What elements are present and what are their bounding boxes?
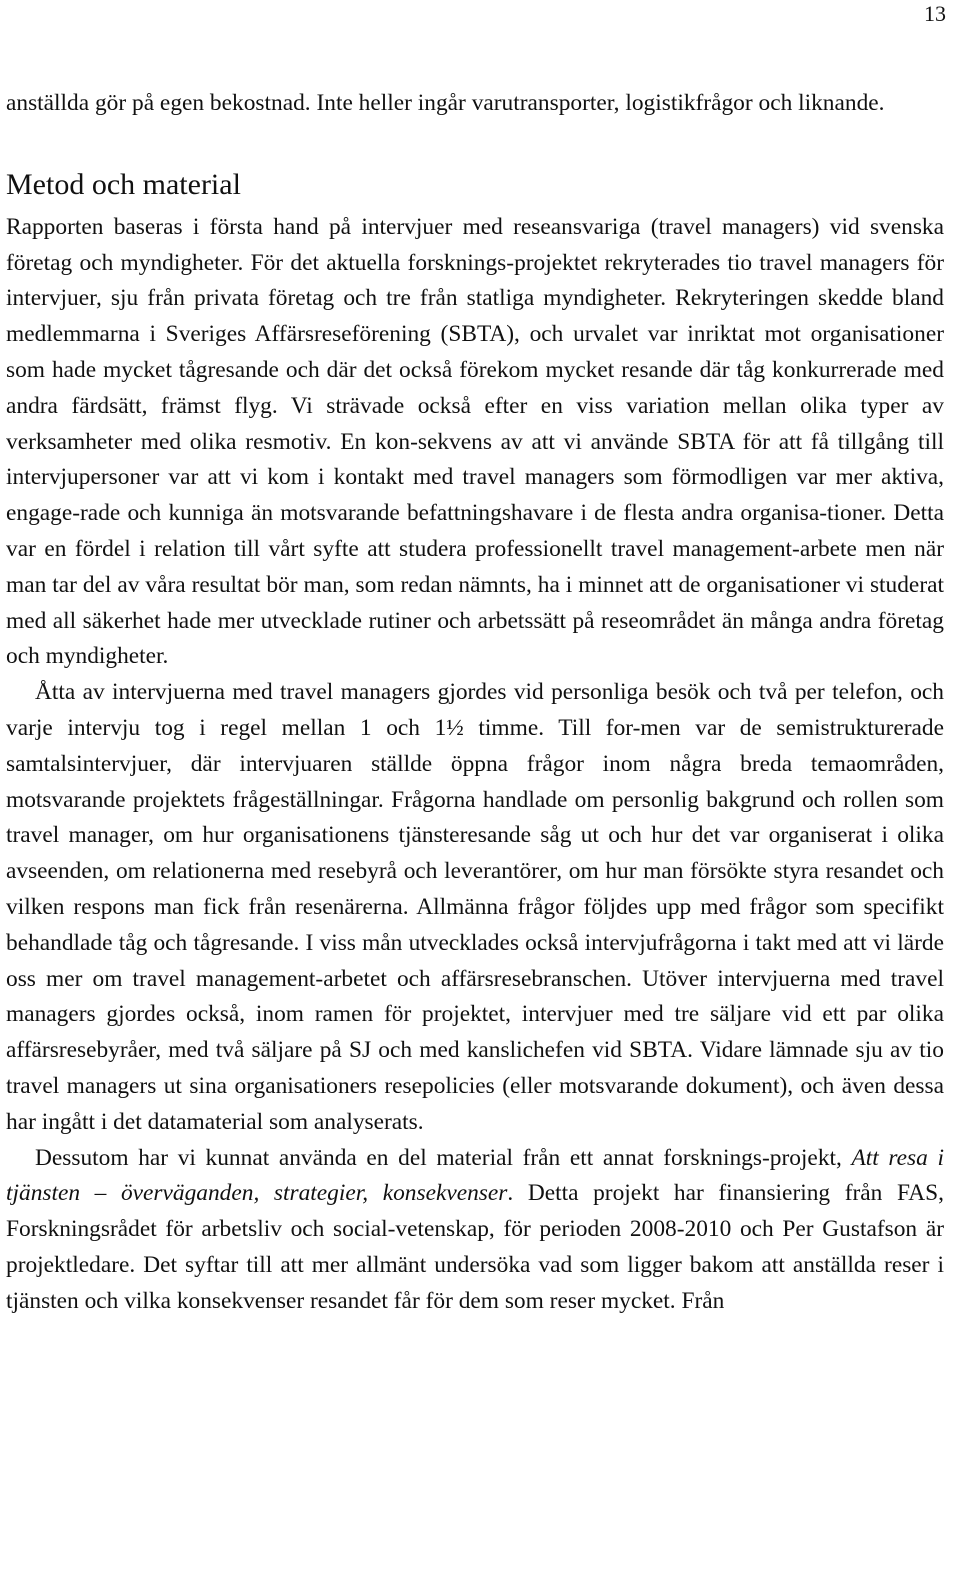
section-heading: Metod och material [6,167,241,201]
paragraph-3-text-start: Dessutom har vi kunnat använda en del material från ett annat forsknings-projekt, [35,1144,852,1171]
method-paragraph-1: Rapporten baseras i första hand på intervjuer med reseansvariga (travel managers) vid svenska företag och myndigheter. För det aktuella forsknings-projektet rekryterades tio travel managers för intervjuer, sju från privata företag och tre från statliga myndigheter. Rekryteringen skedde bland medlemmarna i Sveriges Affärsreseförening (SBTA), och urvalet var inriktat mot organisationer som hade mycket tågresande och där det också förekom mycket resande där tåg konkurrerade med andra färdsätt, främst flyg. Vi strävade också efter en viss variation mellan olika typer av verksamheter med olika resmotiv. En kon-sekvens av att vi använde SBTA för att få tillgång till intervjupersoner var att vi kom i kontakt med travel managers som förmodligen var mer aktiva, engage-rade och kunniga än motsvarande befattningshavare i de flesta andra organisa-tioner. Detta var en fördel i relation till vårt syfte att studera professionellt travel management-arbete men när man tar del av våra resultat bör man, som redan nämnts, ha i minnet att de organisationer vi studerat med all säkerhet hade mer utvecklade rutiner och arbetssätt på reseområdet än många andra företag och myndigheter. [6,213,944,670]
project-title: Att resa i tjänsten – överväganden, strategier, konsekvenser [6,1144,944,1207]
page-number: 13 [924,1,946,26]
intro-paragraph: anställda gör på egen bekostnad. Inte heller ingår varutransporter, logistikfrågor och liknande. [6,90,885,116]
method-paragraph-2: Åtta av intervjuerna med travel managers gjordes vid personliga besök och två per telefon, och varje intervju tog i regel mellan 1 och 1½ timme. Till for-men var de semistrukturerade samtalsintervjuer, där intervjuaren ställde öppna frågor inom några breda temaområden, motsvarande projektets frågeställningar. Frågorna handlade om personlig bakgrund och rollen som travel manager, om hur organisationens tjänsteresande såg ut och hur det var organiserat i olika avseenden, om relationerna med resebyrå och leverantörer, om hur man försökte styra resandet och vilken respons man fick från resenärerna. Allmänna frågor följdes upp med frågor som specifikt behandlade tåg och tågresande. I viss mån utvecklades också intervjufrågorna i takt med att vi lärde oss mer om travel management-arbetet och affärsresebranschen. Utöver intervjuerna med travel managers gjordes också, inom ramen för projektet, intervjuer med tre säljare vid ett par olika affärsresebyråer, med två säljare på SJ och med kanslichefen vid SBTA. Vidare lämnade sju av tio travel managers ut sina organisationers resepolicies (eller motsvarande dokument), och även dessa har ingått i det datamaterial som analyserats. [6,679,944,1135]
paragraph-3-text-end: . Detta projekt har finansiering från FAS, Forskningsrådet för arbetsliv och social-vetenskap, för perioden 2008-2010 och Per Gustafson är projektledare. Det syftar till att mer allmänt undersöka vad som ligger bakom att anställda reser i tjänsten och vilka konsekvenser resandet får för dem som reser mycket. Från [6,1180,944,1314]
method-paragraph-3 [6,1141,944,1320]
document-body [6,86,944,1320]
